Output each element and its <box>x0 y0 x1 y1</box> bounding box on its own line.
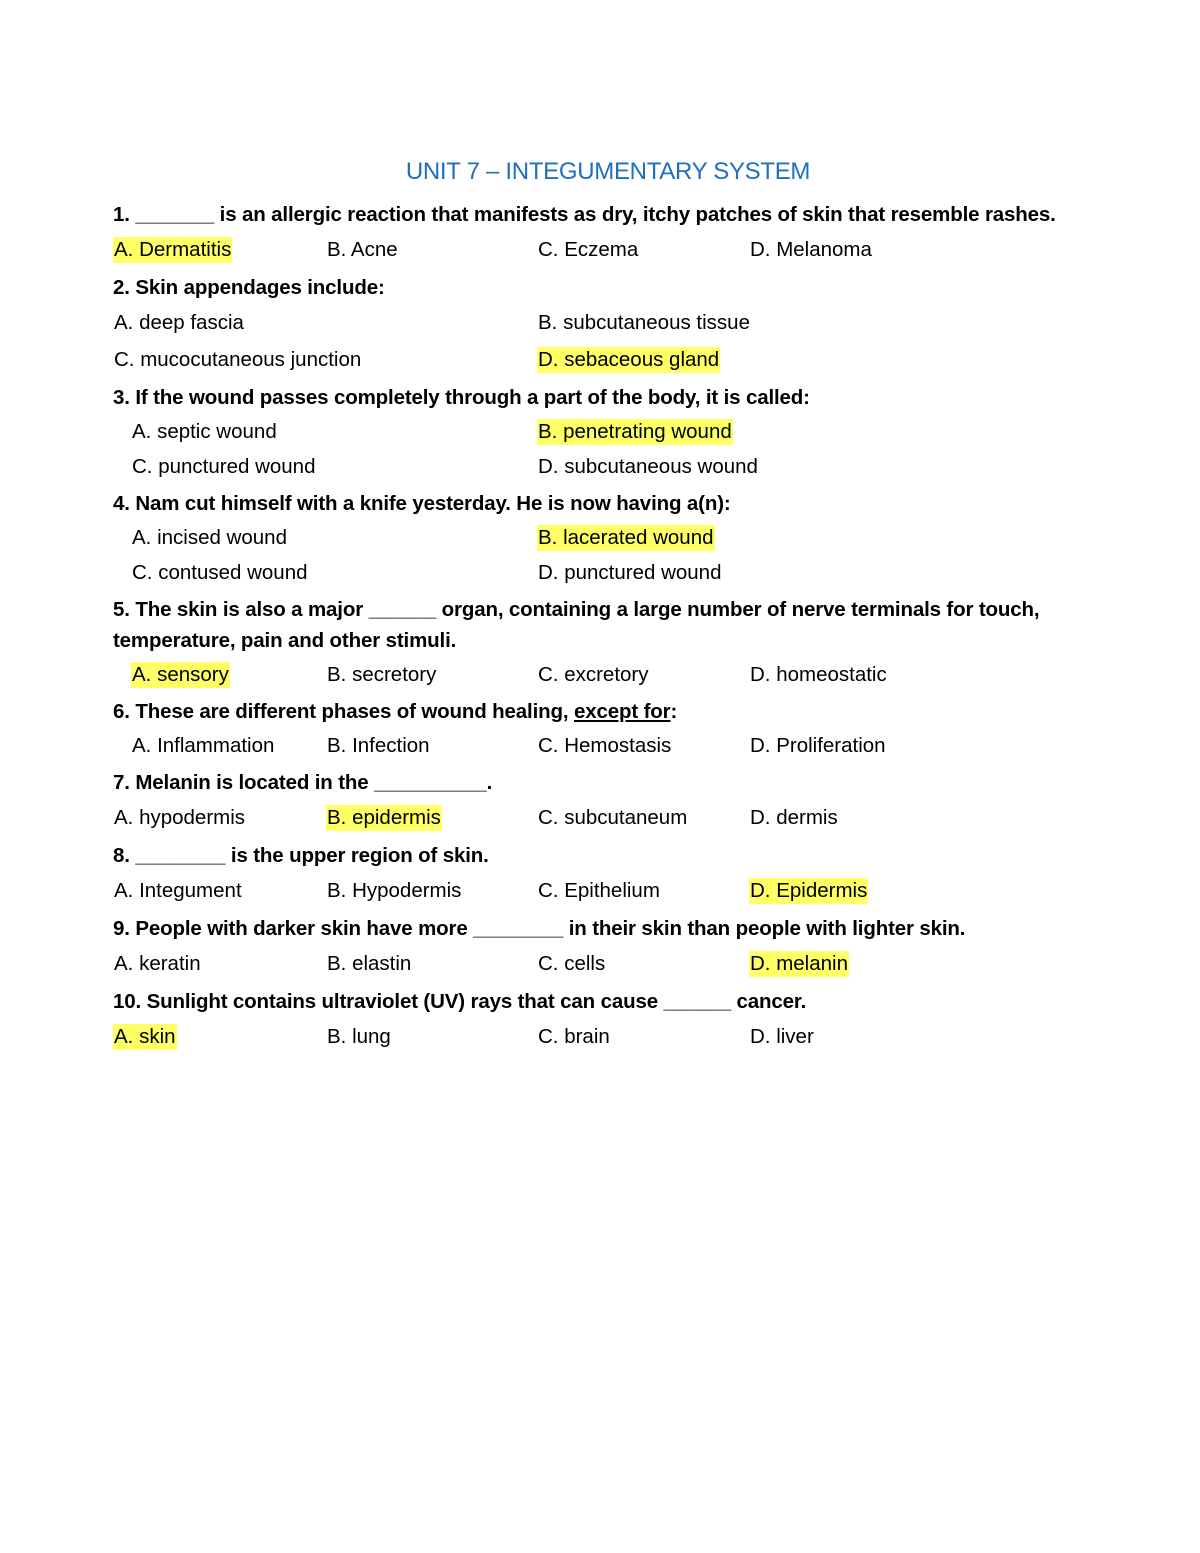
option-7a[interactable]: A. hypodermis <box>114 806 246 829</box>
worksheet-page <box>113 150 1093 1056</box>
option-4b[interactable]: B. lacerated wound <box>538 526 714 549</box>
option-1c[interactable]: C. Eczema <box>538 238 639 261</box>
option-4a[interactable]: A. incised wound <box>132 526 287 549</box>
question-6-emphasis: except for <box>573 700 671 723</box>
question-5-options <box>113 658 1093 693</box>
question-9: 9. People with darker skin have more ________ in their skin than people with lighter skin. <box>113 917 966 940</box>
question-2: 2. Skin appendages include: <box>113 276 385 299</box>
question-4-options-row-2 <box>113 556 1093 591</box>
option-9c[interactable]: C. cells <box>538 952 606 975</box>
option-6a[interactable]: A. Inflammation <box>132 734 275 757</box>
question-6-options <box>113 729 1093 764</box>
option-8c[interactable]: C. Epithelium <box>538 879 660 902</box>
option-8d[interactable]: D. Epidermis <box>750 879 868 902</box>
question-9-options <box>113 946 1093 983</box>
option-5c[interactable]: C. excretory <box>538 663 649 686</box>
option-3d[interactable]: D. subcutaneous wound <box>538 455 758 478</box>
page-title: UNIT 7 – INTEGUMENTARY SYSTEM <box>405 158 811 185</box>
option-2d[interactable]: D. sebaceous gland <box>538 348 720 371</box>
option-2a[interactable]: A. deep fascia <box>114 311 244 334</box>
question-2-options-row-1 <box>113 305 1093 342</box>
option-7d[interactable]: D. dermis <box>750 806 838 829</box>
option-3a[interactable]: A. septic wound <box>132 420 277 443</box>
option-7c[interactable]: C. subcutaneum <box>538 806 688 829</box>
question-8: 8. ________ is the upper region of skin. <box>113 844 489 867</box>
question-10-options <box>113 1019 1093 1056</box>
option-9d[interactable]: D. melanin <box>750 952 848 975</box>
option-2b[interactable]: B. subcutaneous tissue <box>538 311 750 334</box>
option-5a[interactable]: A. sensory <box>132 663 229 686</box>
question-3-options-row-2 <box>113 450 1093 485</box>
option-1a[interactable]: A. Dermatitis <box>114 238 232 261</box>
option-9b[interactable]: B. elastin <box>327 952 412 975</box>
option-2c[interactable]: C. mucocutaneous junction <box>114 348 362 371</box>
question-6-colon: : <box>670 700 678 723</box>
question-4-options-row-1 <box>113 521 1093 556</box>
question-7: 7. Melanin is located in the __________. <box>113 771 493 794</box>
option-5b[interactable]: B. secretory <box>327 663 437 686</box>
question-6 <box>113 693 1093 729</box>
question-3: 3. If the wound passes completely through a part of the body, it is called: <box>113 386 810 409</box>
question-5: 5. The skin is also a major ______ organ, containing a large number of nerve terminals for touch, temperature, pain and other stimuli. <box>113 598 1040 652</box>
option-9a[interactable]: A. keratin <box>114 952 201 975</box>
question-3-options-row-1 <box>113 415 1093 450</box>
option-8a[interactable]: A. Integument <box>114 879 242 902</box>
option-1b[interactable]: B. Acne <box>327 238 398 261</box>
option-6b[interactable]: B. Infection <box>327 734 430 757</box>
option-10c[interactable]: C. brain <box>538 1025 610 1048</box>
question-6-text: 6. These are different phases of wound healing, <box>113 700 574 723</box>
question-4: 4. Nam cut himself with a knife yesterday. He is now having a(n): <box>113 492 731 515</box>
question-1-options <box>113 232 1093 269</box>
option-5d[interactable]: D. homeostatic <box>750 663 887 686</box>
option-8b[interactable]: B. Hypodermis <box>327 879 462 902</box>
option-4c[interactable]: C. contused wound <box>132 561 308 584</box>
option-10a[interactable]: A. skin <box>114 1025 176 1048</box>
question-10: 10. Sunlight contains ultraviolet (UV) rays that can cause ______ cancer. <box>113 990 807 1013</box>
question-8-options <box>113 873 1093 910</box>
option-10d[interactable]: D. liver <box>750 1025 814 1048</box>
question-1: 1. _______ is an allergic reaction that manifests as dry, itchy patches of skin that resemble rashes. <box>113 203 1056 226</box>
option-6c[interactable]: C. Hemostasis <box>538 734 672 757</box>
option-3c[interactable]: C. punctured wound <box>132 455 316 478</box>
option-1d[interactable]: D. Melanoma <box>750 238 872 261</box>
option-6d[interactable]: D. Proliferation <box>750 734 886 757</box>
option-4d[interactable]: D. punctured wound <box>538 561 722 584</box>
question-2-options-row-2 <box>113 342 1093 379</box>
option-3b[interactable]: B. penetrating wound <box>538 420 732 443</box>
question-7-options <box>113 800 1093 837</box>
option-10b[interactable]: B. lung <box>327 1025 391 1048</box>
option-7b[interactable]: B. epidermis <box>327 806 441 829</box>
